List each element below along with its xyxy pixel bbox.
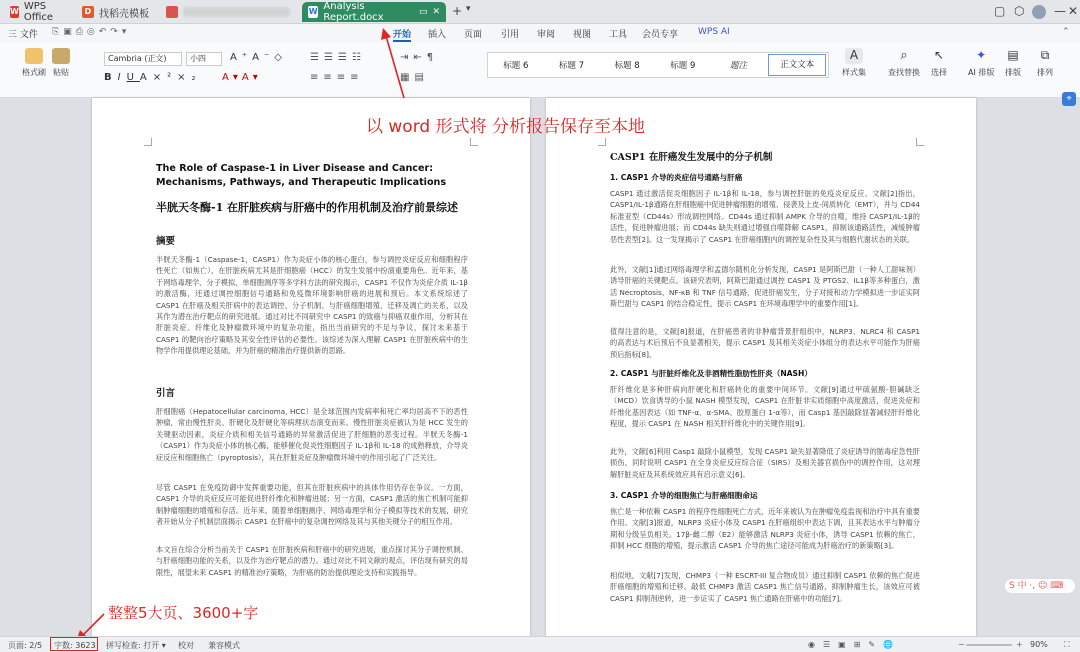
paragraph-5: 此外，文献[6]利用 Casp1 敲除小鼠模型，发现 CASP1 缺失显著降低了炎症诱导的脓毒症急性肝损伤，同时说明 CASP1 在全身炎症反应综合征（SIRS）及相关器官损伤中的调控作用，这对理解肝脏炎症及其系统效应具有启示意义[6]。 xyxy=(610,447,920,479)
close-window-icon[interactable]: ✕ xyxy=(1068,4,1079,18)
subsection-3-heading: 3. CASP1 介导的细胞焦亡与肝癌细胞命运 xyxy=(610,491,758,500)
ai-layout-icon: ✦ xyxy=(976,48,987,62)
spell-check-toggle[interactable]: 拼写检查: 打开 ▾ xyxy=(106,641,166,650)
title-english: The Role of Caspase-1 in Liver Disease and Cancer: Mechanisms, Pathways, and Therapeutic Implications xyxy=(156,163,447,188)
font-grow-shrink-icons[interactable]: A⁺A⁻◇ xyxy=(230,52,287,63)
zoom-level[interactable]: 90% xyxy=(1030,640,1048,649)
arrange-icon: ⧉ xyxy=(1040,48,1050,62)
list-icons[interactable]: ☰☰☰☷ xyxy=(310,52,366,63)
page-indicator[interactable]: 页面: 2/5 xyxy=(8,641,43,650)
style-set-icon: A xyxy=(845,48,863,64)
menu-tools[interactable]: 工具 xyxy=(609,30,628,40)
layout-icon: ▤ xyxy=(1007,48,1019,62)
select-label: 选择 xyxy=(931,68,947,77)
menu-insert[interactable]: 插入 xyxy=(428,30,447,40)
style-heading-9[interactable]: 标题 9 xyxy=(670,61,696,71)
tab-label: 找稻壳模板 xyxy=(99,8,149,20)
tab-label: Analysis Report.docx xyxy=(323,1,384,23)
font-name-select[interactable]: Cambria (正文) xyxy=(104,52,182,66)
intro-paragraph-3: 本文旨在综合分析当前关于 CASP1 在肝脏疾病和肝癌中的研究进展，重点探讨其分子调控机制、与肝癌细胞功能的关系，以及作为治疗靶点的潜力。通过对比不同文献的观点，评估现有研究的局限性，展望未来 CASP1 的精准治疗策略，为肝癌的防治提供理论支持和实践指导。 xyxy=(156,545,468,577)
word-count-highlight xyxy=(50,637,98,651)
intro-heading: 引言 xyxy=(156,388,176,399)
new-tab-icon[interactable]: + xyxy=(452,4,463,18)
find-replace-label: 查找替换 xyxy=(888,68,920,77)
layout-label: 排版 xyxy=(1005,68,1021,77)
menu-home[interactable]: 开始 xyxy=(393,27,411,42)
search-icon: ⌕ xyxy=(900,48,908,63)
zoom-in-icon[interactable]: + xyxy=(1016,640,1023,649)
style-heading-6[interactable]: 标题 6 xyxy=(503,61,529,71)
file-menu[interactable]: 三 文件 xyxy=(8,30,38,40)
title-chinese: 半胱天冬酶-1 在肝脏疾病与肝癌中的作用机制及治疗前景综述 xyxy=(156,201,459,214)
status-bar xyxy=(0,636,1080,652)
section-heading-mechanisms: CASP1 在肝癌发生发展中的分子机制 xyxy=(610,152,773,163)
paragraph-icons[interactable]: ⇥⇤¶ xyxy=(400,52,439,63)
paste-label: 粘贴 xyxy=(53,68,69,77)
menu-member[interactable]: 会员专享 xyxy=(642,30,679,40)
location-pin-icon[interactable]: ⌖ xyxy=(1062,92,1076,106)
format-painter-label: 格式刷 xyxy=(22,68,46,77)
menu-view[interactable]: 视图 xyxy=(573,30,592,40)
font-style-icons[interactable]: BIUA×²×₂ xyxy=(104,72,202,83)
tab-list-chevron-icon[interactable]: ▾ xyxy=(466,4,471,14)
subsection-1-heading: 1. CASP1 介导的炎症信号通路与肝癌 xyxy=(610,173,743,182)
paragraph-1: CASP1 通过激活促炎细胞因子 IL-1β和 IL-18，参与调控肝脏的免疫炎症反应。文献[2]指出，CASP1/IL-1β通路在肝细胞癌中促进肿瘤细胞的增殖、侵袭及上皮-间质转化（EMT），并与 CD44 标准亚型（CD44s）形成调控网络。CD44s 通过抑制 AMPK 介导的自噬，维持 CASP1/IL-1β的活性，促进肿瘤进展；而 CD44s 缺失则通过增强自噬降解 CASP1，抑制该通路活性，减缓肿瘤恶性表型[2]。这一发现揭示了 CASP1 在肝癌细胞内的调控复杂性及其与细胞代谢状态的关联。 xyxy=(610,189,920,244)
align-icons[interactable]: ≡≡≡≡ xyxy=(310,72,364,83)
word-doc-icon: W xyxy=(308,7,318,16)
abstract-text: 半胱天冬酶-1（Caspase-1，CASP1）作为炎症小体的核心蛋白，参与调控炎症反应和细胞程序性死亡（如焦亡），在肝脏疾病尤其是肝细胞癌（HCC）的发生发展中扮演重要角色。近年来，基于网络毒理学、分子模拟、单细胞测序等多学科方法的研究揭示，CASP1 不仅作为炎症介质 IL-1β的激活酶，还通过调控细胞信号通路和免疫微环境影响肝癌的进展和预后。本文系统综述了 CASP1 在肝癌及相关肝病中的表达调控、分子机制、与肝癌细胞增殖、迁移及凋亡的关系，以及其作为潜在治疗靶点的研究进展。通过对比不同研究中 CASP1 的致癌与抑癌双重作用，分析其在肝脏炎症、纤维化及肿瘤微环境中的复杂功能，指出当前研究的不足与争议，探讨未来基于 CASP1 的靶向治疗策略及其安全性评估的必要性。该综述为深入理解 CASP1 在肝脏疾病中的生物学作用提供理论基础，并为肝癌的精准治疗提供新的思路。 xyxy=(156,255,468,356)
ribbon-collapse-icon[interactable]: ⌃ xyxy=(1062,27,1070,37)
menu-references[interactable]: 引用 xyxy=(501,30,520,40)
paragraph-3: 值得注意的是，文献[8]报道，在肝癌患者的非肿瘤背景肝组织中，NLRP3、NLRC4 和 CASP1 的高表达与术后预后不良显著相关，提示 CASP1 及其相关炎症小体组分的表达水平可能作为肝癌预后指标[8]。 xyxy=(610,327,920,359)
style-body-text[interactable]: 正文文本 xyxy=(768,54,826,76)
subsection-2-heading: 2. CASP1 与肝脏纤维化及非酒精性脂肪性肝炎（NASH） xyxy=(610,369,812,378)
proofread-button[interactable]: 校对 xyxy=(178,641,194,650)
style-set-label: 样式集 xyxy=(842,68,866,77)
ime-toolbar[interactable]: S 中 ·, ☺ ⌨ xyxy=(1004,578,1076,594)
paragraph-2: 此外，文献[1]通过网络毒理学和孟德尔随机化分析发现，CASP1 是阿斯巴甜（一种人工甜味剂）诱导肝癌的关键靶点。该研究表明，阿斯巴甜通过调控 CASP1 及 PTGS2、IL1β等多种蛋白，激活 Necroptosis、NF-κB 和 TNF 信号通路，促进肝癌发生，分子对接和动力学模拟进一步证实阿斯巴甜与 CASP1 的结合稳定性，提示 CASP1 在环境毒理学中的重要作用[1]。 xyxy=(610,265,920,309)
view-mode-icons[interactable]: ◉☰▣⊞✎🌐 xyxy=(808,640,902,649)
menu-page[interactable]: 页面 xyxy=(464,30,483,40)
abstract-heading: 摘要 xyxy=(156,236,176,247)
tab-monitor-icon[interactable]: ▭ xyxy=(418,7,428,17)
intro-paragraph-2: 尽管 CASP1 在免疫防御中发挥重要功能，但其在肝脏疾病中的具体作用仍存在争议。一方面，CASP1 介导的炎症反应可能促进肝纤维化和肿瘤进展；另一方面，CASP1 激活的焦亡机制可能抑制肿瘤细胞的增殖和存活。近年来，随着单细胞测序、网络毒理学和分子模拟等技术的发展，研究者开始从分子机制层面揭示 CASP1 在肝癌中的复杂调控网络及其与其他关键分子的相互作用。 xyxy=(156,483,468,527)
paragraph-6: 焦亡是一种依赖 CASP1 的程序性细胞死亡方式，近年来被认为在肿瘤免疫监视和治疗中具有重要作用。文献[3]报道，NLRP3 炎症小体及 CASP1 在肝癌组织中表达下调，且其表达水平与肿瘤分期和分级呈负相关。17β-雌二醇（E2）能够激活 NLRP3 炎症小体，诱导 CASP1 依赖的焦亡，抑制 HCC 细胞的增殖，提示激活 CASP1 介导的焦亡途径可能成为肝癌治疗的新策略[3]。 xyxy=(610,507,920,551)
word-count[interactable]: 字数: 3623 xyxy=(54,641,96,650)
cube-icon[interactable]: ⬡ xyxy=(1014,4,1025,18)
font-size-select[interactable]: 小四 xyxy=(186,52,222,66)
intro-paragraph-1: 肝细胞癌（Hepatocellular carcinoma, HCC）是全球范围内发病率和死亡率均居高不下的恶性肿瘤，常由慢性肝炎、肝硬化及肝硬化等病理状态演变而来。慢性肝脏炎症被认为是 HCC 发生的关键驱动因素，炎症介质和相关信号通路的异常激活促进了肝细胞的恶变过程。半胱天冬酶-1（CASP1）作为炎症小体的核心酶，能够催化促炎性细胞因子 IL-1β和 IL-18 的成熟释放，介导炎症反应和细胞焦亡（pyroptosis），其在肝脏炎症及肿瘤微环境中的作用引起了广泛关注。 xyxy=(156,407,468,462)
tab-close-icon[interactable]: ✕ xyxy=(432,7,440,17)
compat-mode-label: 兼容模式 xyxy=(208,641,240,650)
docer-icon: D xyxy=(82,6,94,18)
border-shade-icons[interactable]: ▦▤ xyxy=(400,72,429,83)
annotation-bottom: 整整5大页、3600+字 xyxy=(108,604,259,622)
tab-label: WPS Office xyxy=(23,1,54,23)
paragraph-7: 相似地，文献[7]发现，CHMP3（一种 ESCRT-III 复合物成员）通过抑制 CASP1 依赖的焦亡促进肝癌细胞的增殖和迁移。敲低 CHMP3 激活 CASP1 焦亡信号通路，抑制肿瘤生长，该效应可被 CASP1 抑制剂逆转，进一步证实了 CASP1 焦亡通路在肝癌中的功能[7]。 xyxy=(610,571,920,603)
menu-wps-ai[interactable]: WPS AI xyxy=(698,27,730,37)
menu-review[interactable]: 审阅 xyxy=(537,30,556,40)
quick-access-icons[interactable]: ⎘▣⎙◎↶↷▾ xyxy=(52,27,131,37)
paragraph-4: 肝纤维化是多种肝病向肝硬化和肝癌转化的重要中间环节。文献[9]通过甲硫氨酸-胆碱缺乏（MCD）饮食诱导的小鼠 NASH 模型发现，CASP1 在肝脏非实质细胞中高度激活，促进炎症和纤维化基因表达（如 TNF-α、α-SMA、胶原蛋白 1-α等），而 Casp1 基因敲除显著减轻肝纤维化程度，提示 CASP1 在 NASH 相关肝纤维化中的关键作用[9]。 xyxy=(610,385,920,429)
zoom-slider[interactable] xyxy=(966,644,1012,646)
ai-layout-label: AI 排版 xyxy=(968,68,995,77)
window-restore-icon[interactable]: ▢ xyxy=(994,4,1006,18)
wps-logo-icon: W xyxy=(10,7,19,16)
cursor-icon: ↖ xyxy=(933,48,945,62)
style-caption[interactable]: 题注 xyxy=(730,61,748,71)
minimize-icon[interactable]: — xyxy=(1054,4,1066,18)
style-heading-7[interactable]: 标题 7 xyxy=(558,61,585,71)
annotation-top: 以 word 形式将 分析报告保存至本地 xyxy=(366,117,645,137)
arrange-label: 排列 xyxy=(1037,68,1053,77)
zoom-out-icon[interactable]: − xyxy=(958,640,965,649)
font-color-icons[interactable]: A▾A▾ xyxy=(222,72,262,83)
style-heading-8[interactable]: 标题 8 xyxy=(614,61,640,71)
fit-window-icon[interactable]: ⛶ xyxy=(1064,640,1070,649)
